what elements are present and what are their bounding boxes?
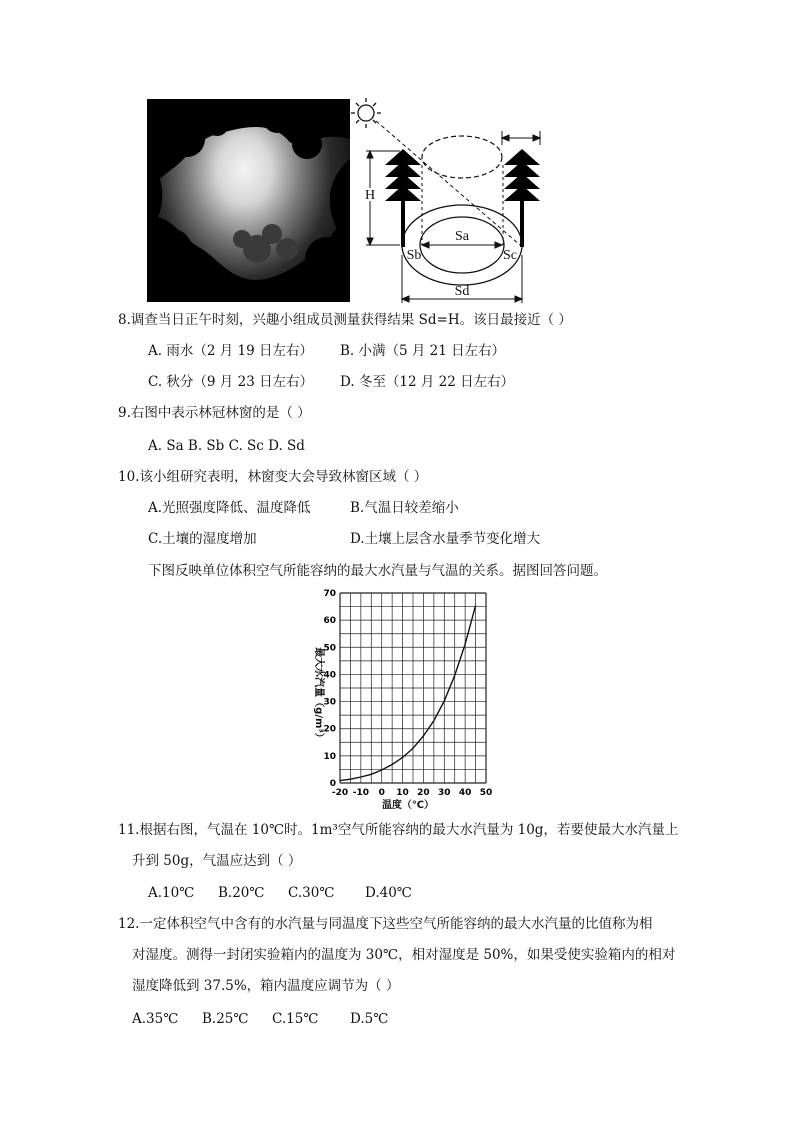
- chart-y-ticks: [323, 589, 336, 789]
- y-tick-label: 70: [323, 589, 336, 599]
- y-tick-label: 10: [323, 751, 336, 762]
- x-tick-label: -10: [352, 788, 369, 798]
- x-tick-label: 40: [458, 788, 472, 798]
- x-tick-label: -20: [331, 788, 349, 798]
- q11-option-d[interactable]: D.40℃: [365, 885, 412, 901]
- chart-series-line: [340, 606, 476, 781]
- q12-option-c[interactable]: C.15℃: [272, 1011, 319, 1027]
- x-tick-label: 50: [479, 788, 493, 798]
- q12-option-a[interactable]: A.35℃: [132, 1011, 179, 1027]
- q11-stem-line2: 升到 50g，气温应达到（ ）: [132, 853, 302, 869]
- chart-intro: 下图反映单位体积空气所能容纳的最大水汽量与气温的关系。据图回答问题。: [148, 563, 607, 579]
- q12-option-d[interactable]: D.5℃: [350, 1011, 389, 1027]
- y-tick-label: 60: [323, 616, 336, 627]
- y-tick-label: 50: [323, 643, 336, 654]
- q10-option-b[interactable]: B.气温日较差缩小: [350, 500, 459, 516]
- q12-stem-line3: 湿度降低到 37.5%，箱内温度应调节为（ ）: [132, 978, 400, 994]
- q8-option-d[interactable]: D. 冬至（12 月 22 日左右）: [340, 374, 515, 390]
- forest-gap-diagram: [350, 95, 550, 305]
- q9-stem: 9.右图中表示林冠林窗的是（ ）: [118, 405, 311, 421]
- q8-option-a[interactable]: A. 雨水（2 月 19 日左右）: [148, 343, 313, 359]
- x-tick-label: 20: [417, 788, 430, 798]
- chart-grid: [340, 593, 486, 783]
- q10-option-c[interactable]: C.土壤的湿度增加: [148, 531, 257, 547]
- y-tick-label: 30: [323, 697, 336, 708]
- forest-canopy-photo: [147, 99, 350, 302]
- q10-option-d[interactable]: D.土壤上层含水量季节变化增大: [350, 531, 541, 547]
- label-H: H: [364, 188, 376, 203]
- chart-xlabel: 温度（℃）: [381, 800, 435, 811]
- chart-x-ticks: [332, 788, 492, 798]
- q12-option-b[interactable]: B.25℃: [202, 1011, 249, 1027]
- chart-ylabel: 最大水汽量（g/m³）: [313, 647, 324, 743]
- q10-stem: 10.该小组研究表明，林窗变大会导致林窗区域（ ）: [118, 469, 428, 485]
- label-Sb: Sb: [406, 248, 422, 263]
- q11-option-b[interactable]: B.20℃: [218, 885, 265, 901]
- q10-option-a[interactable]: A.光照强度降低、温度降低: [148, 500, 311, 516]
- tree-icon: [504, 149, 540, 247]
- x-tick-label: 10: [396, 788, 409, 798]
- q12-stem-line1: 12.一定体积空气中含有的水汽量与同温度下这些空气所能容纳的最大水汽量的比值称为相: [118, 916, 653, 932]
- sun-icon: [351, 98, 381, 128]
- label-Sd: Sd: [454, 284, 470, 299]
- q8-stem: 8.调查当日正午时刻，兴趣小组成员测量获得结果 Sd=H。该日最接近（ ）: [118, 312, 572, 328]
- q11-option-a[interactable]: A.10℃: [148, 885, 195, 901]
- label-Sa: Sa: [455, 229, 469, 244]
- x-tick-label: 30: [438, 788, 451, 798]
- q9-options[interactable]: A. Sa B. Sb C. Sc D. Sd: [148, 438, 305, 454]
- q11-option-c[interactable]: C.30℃: [288, 885, 335, 901]
- tree-icon: [385, 149, 421, 247]
- vapor-temperature-chart: [290, 585, 510, 815]
- y-tick-label: 40: [323, 670, 336, 681]
- x-tick-label: 0: [378, 788, 385, 798]
- q12-stem-line2: 对湿度。测得一封闭实验箱内的温度为 30℃，相对湿度是 50%，如果受使实验箱内的相对: [132, 947, 676, 963]
- q8-option-b[interactable]: B. 小满（5 月 21 日左右）: [340, 343, 506, 359]
- q8-option-c[interactable]: C. 秋分（9 月 23 日左右）: [148, 374, 314, 390]
- q11-stem-line1: 11.根据右图，气温在 10℃时。1m³空气所能容纳的最大水汽量为 10g，若要使最大水汽量上: [118, 822, 679, 838]
- y-tick-label: 20: [323, 724, 336, 735]
- label-Sc: Sc: [503, 248, 517, 263]
- y-tick-label: 0: [329, 779, 336, 789]
